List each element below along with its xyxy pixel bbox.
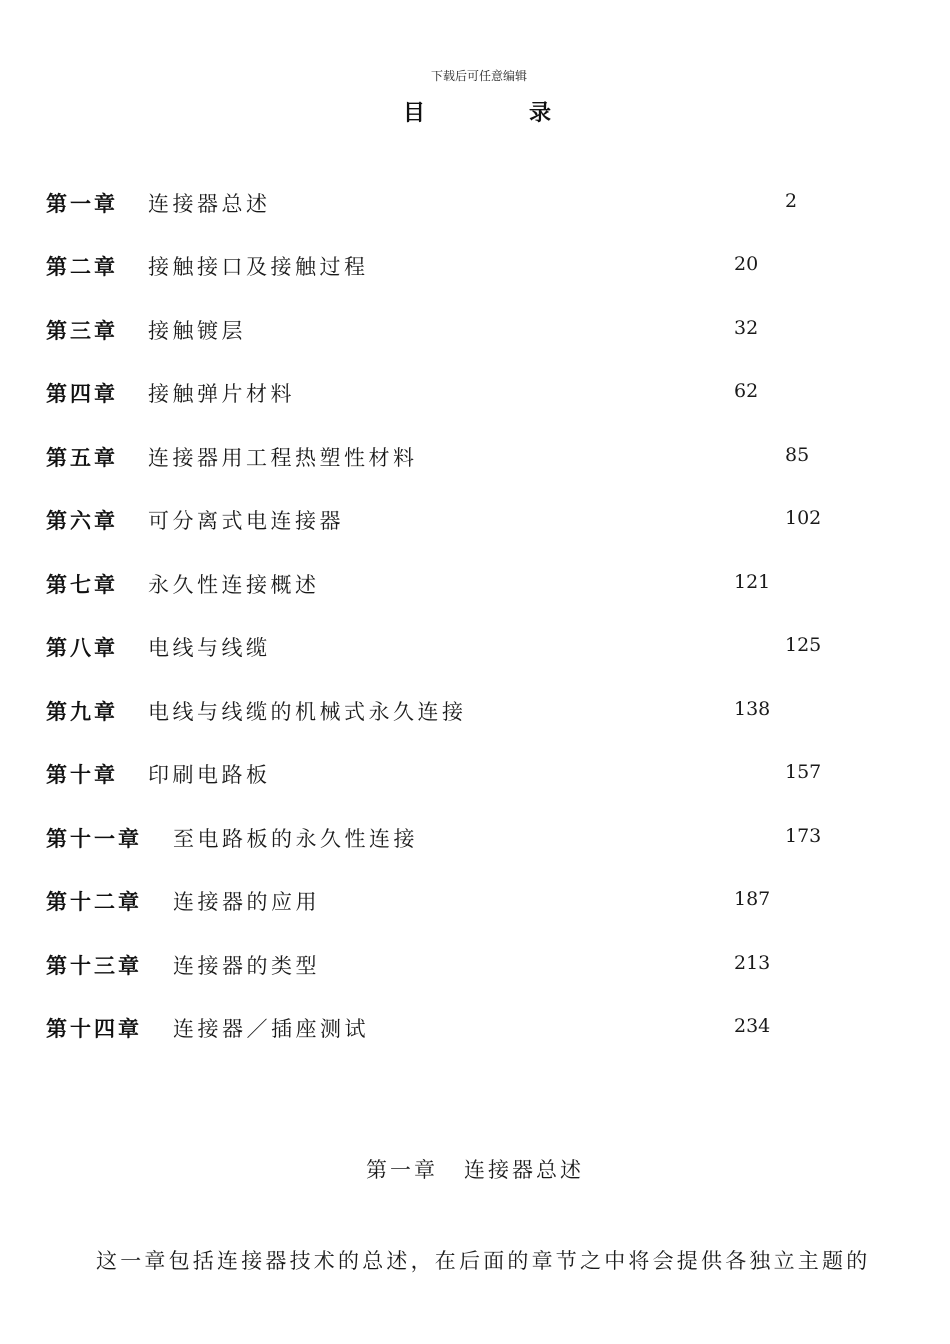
toc-chapter-label: 第十四章 xyxy=(46,1017,142,1041)
toc-chapter-title: 连接器的类型 xyxy=(173,954,320,978)
section-chapter-label: 第一章 xyxy=(366,1158,438,1182)
toc-chapter-title: 接触镀层 xyxy=(148,319,246,343)
toc-entry[interactable] xyxy=(0,569,950,599)
toc-chapter-label: 第十三章 xyxy=(46,954,142,978)
download-note: 下载后可任意编辑 xyxy=(430,69,527,83)
toc-entry[interactable] xyxy=(0,442,950,472)
toc-entry[interactable] xyxy=(0,759,950,789)
toc-chapter-title: 接触接口及接触过程 xyxy=(148,255,369,279)
toc-page-number: 234 xyxy=(734,1015,771,1037)
toc-entry[interactable] xyxy=(0,696,950,726)
toc-chapter-title: 接触弹片材料 xyxy=(148,382,295,406)
toc-title-left: 目 xyxy=(403,101,426,126)
toc-chapter-label: 第十一章 xyxy=(46,827,142,851)
toc-chapter-label: 第五章 xyxy=(46,446,118,470)
body-paragraph: 这一章包括连接器技术的总述，在后面的章节之中将会提供各独立主题的 xyxy=(96,1249,871,1273)
toc-chapter-label: 第十二章 xyxy=(46,890,142,914)
toc-entry[interactable] xyxy=(0,315,950,345)
toc-page-number: 62 xyxy=(734,380,759,402)
toc-page-number: 187 xyxy=(734,888,771,910)
section-heading xyxy=(366,1154,584,1184)
toc-chapter-title: 连接器总述 xyxy=(148,192,271,216)
toc-entry[interactable] xyxy=(0,823,950,853)
toc-page-number: 85 xyxy=(785,444,810,466)
toc-chapter-label: 第二章 xyxy=(46,255,118,279)
toc-chapter-title: 电线与线缆的机械式永久连接 xyxy=(148,700,467,724)
toc-chapter-label: 第四章 xyxy=(46,382,118,406)
toc-entry[interactable] xyxy=(0,378,950,408)
section-title: 连接器总述 xyxy=(464,1158,584,1182)
toc-chapter-title: 连接器／插座测试 xyxy=(173,1017,369,1041)
toc-chapter-title: 印刷电路板 xyxy=(148,763,271,787)
toc-page-number: 213 xyxy=(734,952,771,974)
toc-chapter-title: 永久性连接概述 xyxy=(148,573,320,597)
toc-page-number: 125 xyxy=(785,634,822,656)
toc-entry[interactable] xyxy=(0,251,950,281)
toc-entry[interactable] xyxy=(0,1013,950,1043)
toc-chapter-label: 第七章 xyxy=(46,573,118,597)
toc-chapter-title: 电线与线缆 xyxy=(148,636,271,660)
toc-chapter-label: 第一章 xyxy=(46,192,118,216)
toc-page-number: 121 xyxy=(734,571,771,593)
toc-entry[interactable] xyxy=(0,886,950,916)
toc-page-number: 2 xyxy=(785,190,798,212)
toc-chapter-title: 连接器用工程热塑性材料 xyxy=(148,446,418,470)
toc-page-number: 102 xyxy=(785,507,822,529)
toc-chapter-label: 第十章 xyxy=(46,763,118,787)
toc-chapter-label: 第六章 xyxy=(46,509,118,533)
toc-chapter-title: 可分离式电连接器 xyxy=(148,509,344,533)
toc-title-right: 录 xyxy=(529,101,552,126)
toc-title xyxy=(403,96,551,127)
toc-entry[interactable] xyxy=(0,505,950,535)
toc-page-number: 157 xyxy=(785,761,822,783)
toc-chapter-title: 至电路板的永久性连接 xyxy=(173,827,418,851)
toc-entry[interactable] xyxy=(0,632,950,662)
toc-chapter-label: 第九章 xyxy=(46,700,118,724)
toc-entry[interactable] xyxy=(0,188,950,218)
toc-entry[interactable] xyxy=(0,950,950,980)
toc-page-number: 32 xyxy=(734,317,759,339)
toc-page-number: 138 xyxy=(734,698,771,720)
toc-page-number: 20 xyxy=(734,253,759,275)
toc-page-number: 173 xyxy=(785,825,822,847)
toc-chapter-label: 第三章 xyxy=(46,319,118,343)
toc-chapter-label: 第八章 xyxy=(46,636,118,660)
toc-chapter-title: 连接器的应用 xyxy=(173,890,320,914)
